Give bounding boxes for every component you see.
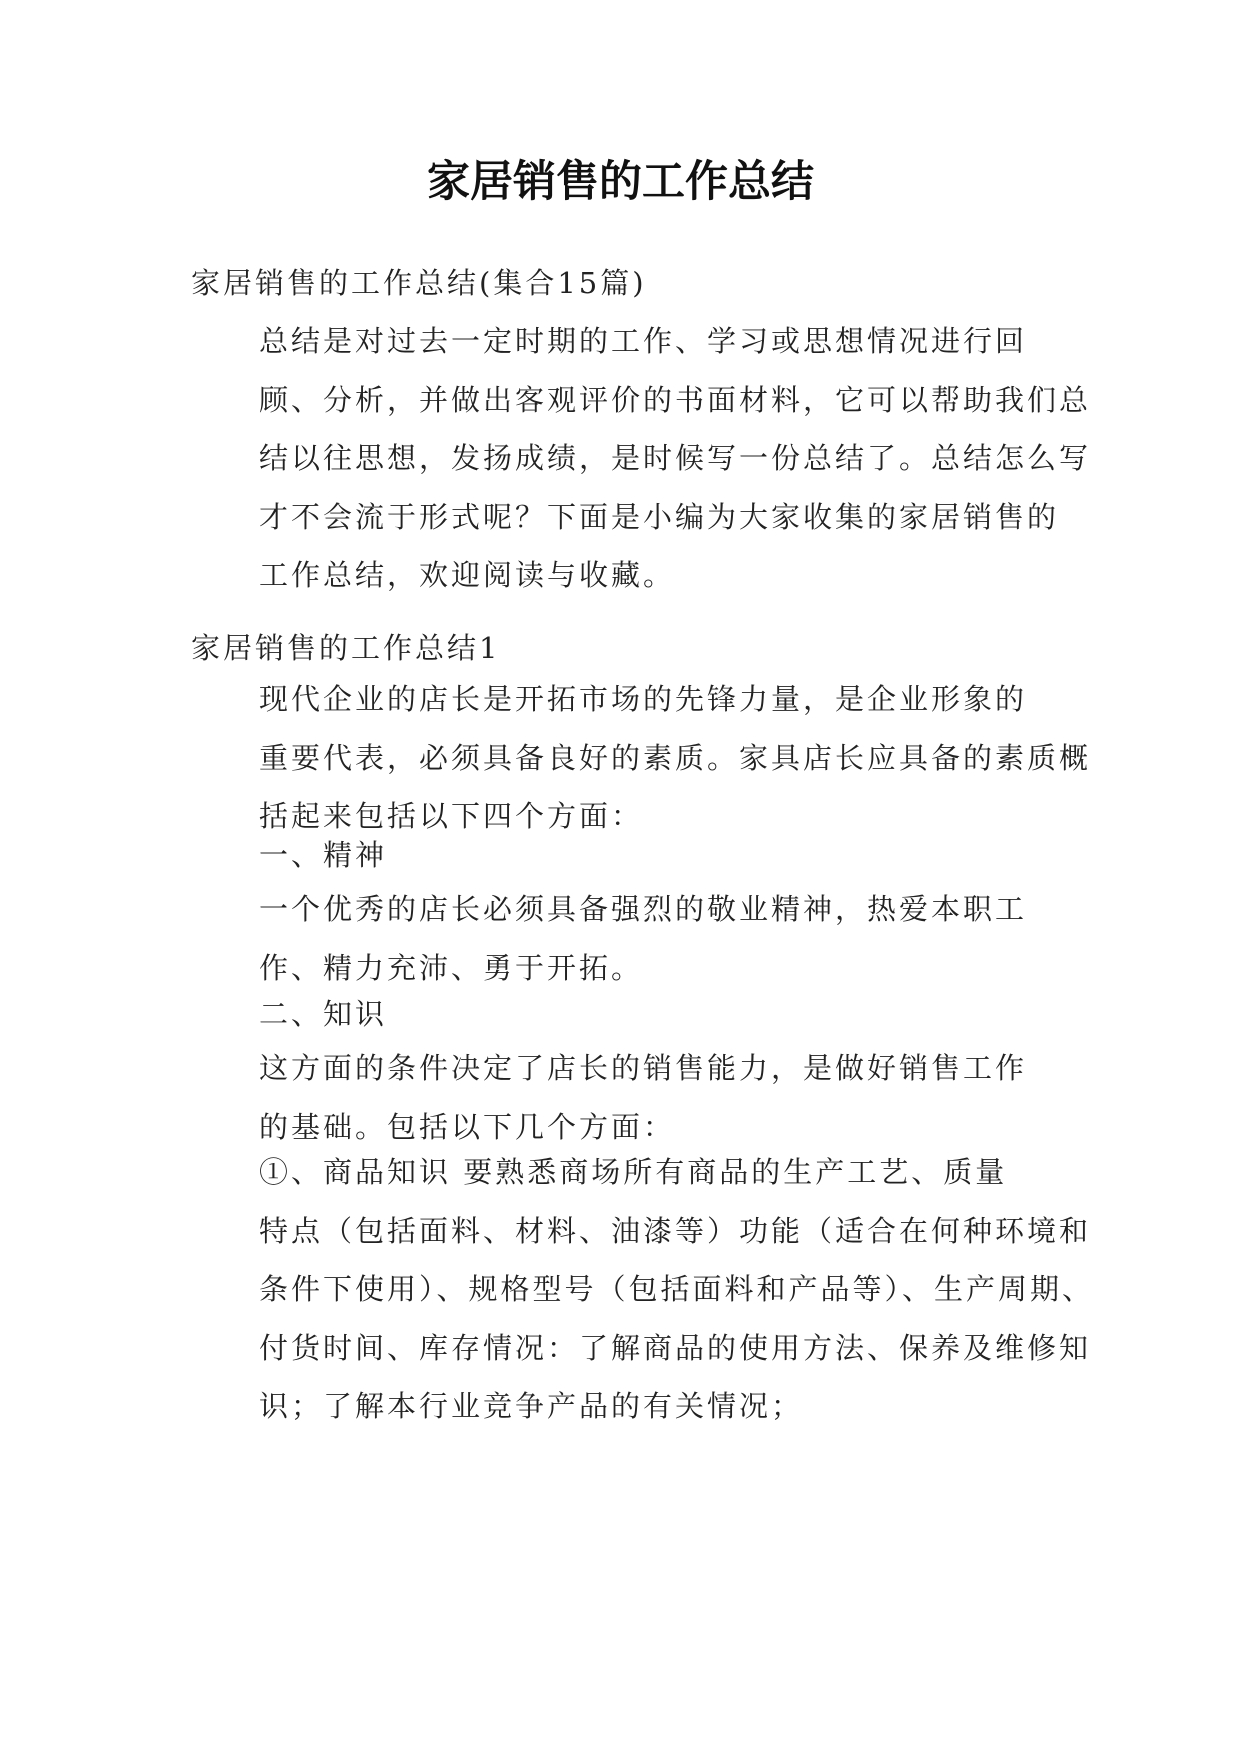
item2-line: 的基础。包括以下几个方面： — [259, 1109, 676, 1144]
section1-line: 现代企业的店长是开拓市场的先锋力量，是企业形象的 — [259, 682, 1028, 716]
intro-paragraph — [191, 312, 1092, 605]
section1-line: 括起来包括以下四个方面： — [259, 799, 644, 833]
item2-sub1-line: 付货时间、库存情况：了解商品的使用方法、保养及维修知 — [259, 1330, 1092, 1365]
item2-sub1-line: 特点（包括面料、材料、油漆等）功能（适合在何种环境和 — [259, 1213, 1092, 1248]
document-title: 家居销售的工作总结 — [427, 157, 814, 207]
item2-line: 这方面的条件决定了店长的销售能力，是做好销售工作 — [259, 1051, 1028, 1085]
item2-sub1-line: 识；了解本行业竞争产品的有关情况； — [259, 1389, 804, 1423]
intro-line: 顾、分析，并做出客观评价的书面材料，它可以帮助我们总 — [259, 382, 1092, 417]
item1-line: 一个优秀的店长必须具备强烈的敬业精神，热爱本职工 — [259, 892, 1028, 926]
item2-sub1-line: ①、商品知识 要熟悉商场所有商品的生产工艺、质量 — [259, 1155, 1008, 1189]
intro-line: 才不会流于形式呢？下面是小编为大家收集的家居销售的 — [259, 499, 1060, 534]
intro-line: 工作总结，欢迎阅读与收藏。 — [259, 558, 676, 592]
item2-sub1-paragraph — [191, 1143, 1095, 1436]
intro-line: 结以往思想，发扬成绩，是时候写一份总结了。总结怎么写 — [259, 441, 1092, 475]
section1-line: 重要代表，必须具备良好的素质。家具店长应具备的素质概 — [259, 740, 1092, 775]
item1-paragraph — [191, 880, 1061, 997]
item2-sub1-line: 条件下使用）、规格型号（包括面料和产品等）、生产周期、 — [259, 1272, 1095, 1306]
item2-paragraph — [191, 1039, 1061, 1156]
item2-heading: 二、知识 — [259, 997, 388, 1031]
item1-line: 作、精力充沛、勇于开拓。 — [259, 950, 644, 985]
section1-paragraph — [191, 670, 1092, 846]
intro-line: 总结是对过去一定时期的工作、学习或思想情况进行回 — [259, 324, 1028, 358]
document-subtitle: 家居销售的工作总结(集合15篇) — [191, 266, 647, 300]
section-heading: 家居销售的工作总结1 — [191, 631, 501, 665]
item1-heading: 一、精神 — [259, 838, 388, 872]
